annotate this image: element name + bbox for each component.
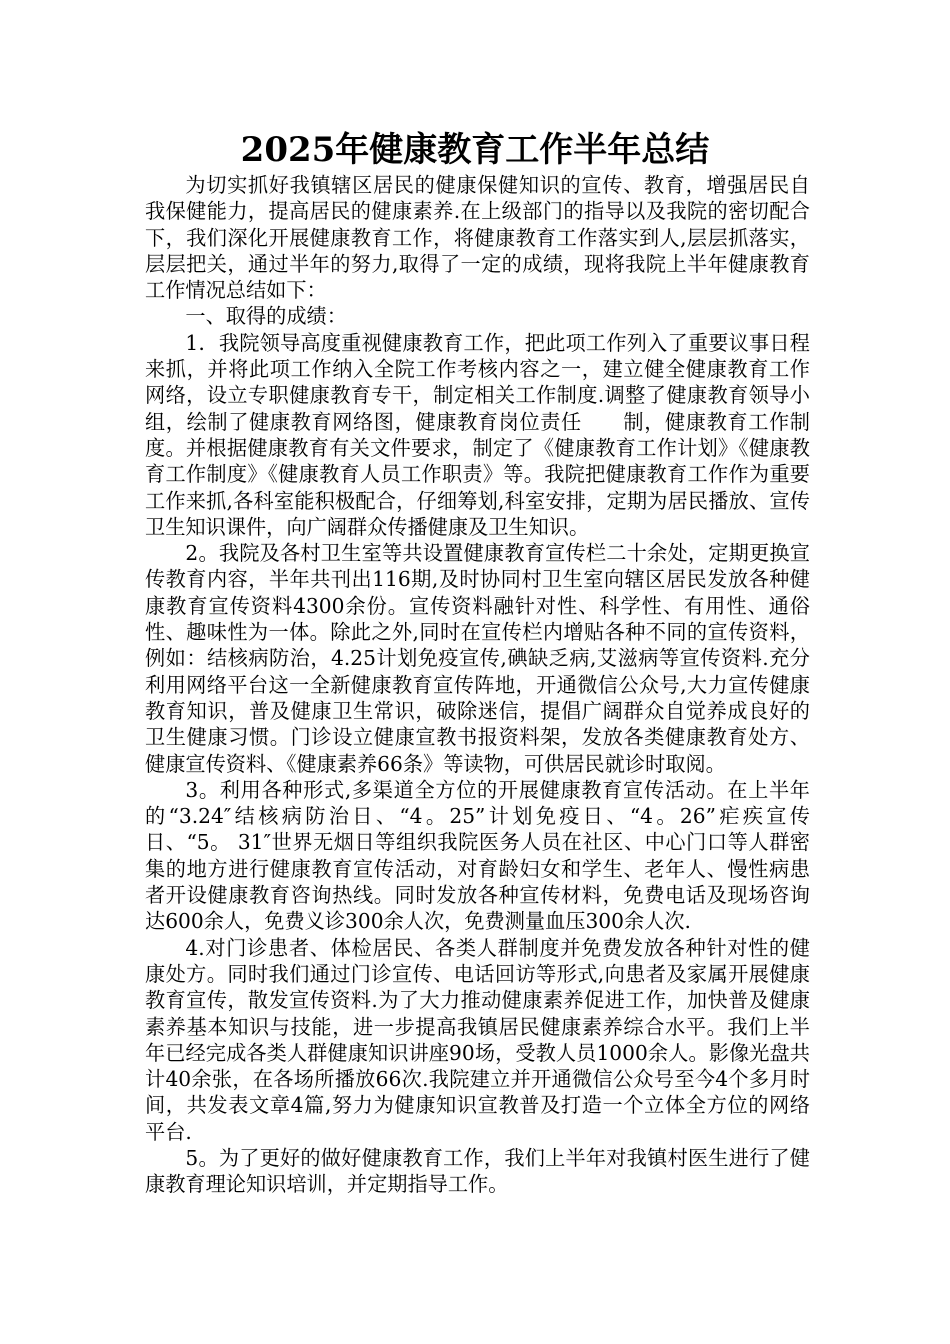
paragraph-item-2: 2。我院及各村卫生室等共设置健康教育宣传栏二十余处，定期更换宣传教育内容，半年共刊出116期,及时协同村卫生室向辖区居民发放各种健康教育宣传资料4300余份。宣传资料融针对性、科学性、有用性、通俗性、趣味性为一体。除此之外,同时在宣传栏内增贴各种不同的宣传资料，例如：结核病防治，4.25计划免疫宣传,碘缺乏病,艾滋病等宣传资料.充分利用网络平台这一全新健康教育宣传阵地，开通微信公众号,大力宣传健康教育知识，普及健康卫生常识，破除迷信，提倡广阔群众自觉养成良好的卫生健康习惯。门诊设立健康宣教书报资料架，发放各类健康教育处方、健康宣传资料、《健康素养66条》等读物，可供居民就诊时取阅。 [145, 541, 810, 776]
paragraph-item-4: 4.对门诊患者、体检居民、各类人群制度并免费发放各种针对性的健康处方。同时我们通过门诊宣传、电话回访等形式,向患者及家属开展健康教育宣传，散发宣传资料.为了大力推动健康素养促进工作，加快普及健康素养基本知识与技能，进一步提高我镇居民健康素养综合水平。我们上半年已经完成各类人群健康知识讲座90场，受教人员1000余人。影像光盘共计40余张，在各场所播放66次.我院建立并开通微信公众号至今4个多月时间，共发表文章4篇,努力为健康知识宣教普及打造一个立体全方位的网络平台. [145, 935, 810, 1144]
paragraph-intro: 为切实抓好我镇辖区居民的健康保健知识的宣传、教育，增强居民自我保健能力，提高居民的健康素养.在上级部门的指导以及我院的密切配合下，我们深化开展健康教育工作，将健康教育工作落实到人,层层抓落实，层层把关，通过半年的努力,取得了一定的成绩，现将我院上半年健康教育工作情况总结如下： [145, 173, 810, 303]
paragraph-item-5: 5。为了更好的做好健康教育工作，我们上半年对我镇村医生进行了健康教育理论知识培训，并定期指导工作。 [145, 1145, 810, 1197]
section-heading-achievements: 一、取得的成绩： [185, 304, 347, 329]
document-body [145, 172, 810, 1198]
paragraph-item-1: 1．我院领导高度重视健康教育工作，把此项工作列入了重要议事日程来抓，并将此项工作纳入全院工作考核内容之一，建立健全健康教育工作网络，设立专职健康教育专干，制定相关工作制度.调整了健康教育领导小组，绘制了健康教育网络图，健康教育岗位责任 制，健康教育工作制度。并根据健康教育有关文件要求，制定了《健康教育工作计划》《健康教育工作制度》《健康教育人员工作职责》等。我院把健康教育工作作为重要工作来抓,各科室能积极配合，仔细筹划,科室安排，定期为居民播放、宣传卫生知识课件，向广阔群众传播健康及卫生知识。 [145, 330, 810, 539]
paragraph-item-3: 3。利用各种形式,多渠道全方位的开展健康教育宣传活动。在上半年的“3.24″结核病防治日、“4。25”计划免疫日、“4。26”疟疾宣传日、“5。 31″世界无烟日等组织我院医务人员在社区、中心门口等人群密集的地方进行健康教育宣传活动，对育龄妇女和学生、老年人、慢性病患者开设健康教育咨询热线。同时发放各种宣传材料，免费电话及现场咨询达600余人，免费义诊300余人次，免费测量血压300余人次. [145, 777, 810, 934]
document-title: 2025年健康教育工作半年总结 [240, 130, 710, 170]
